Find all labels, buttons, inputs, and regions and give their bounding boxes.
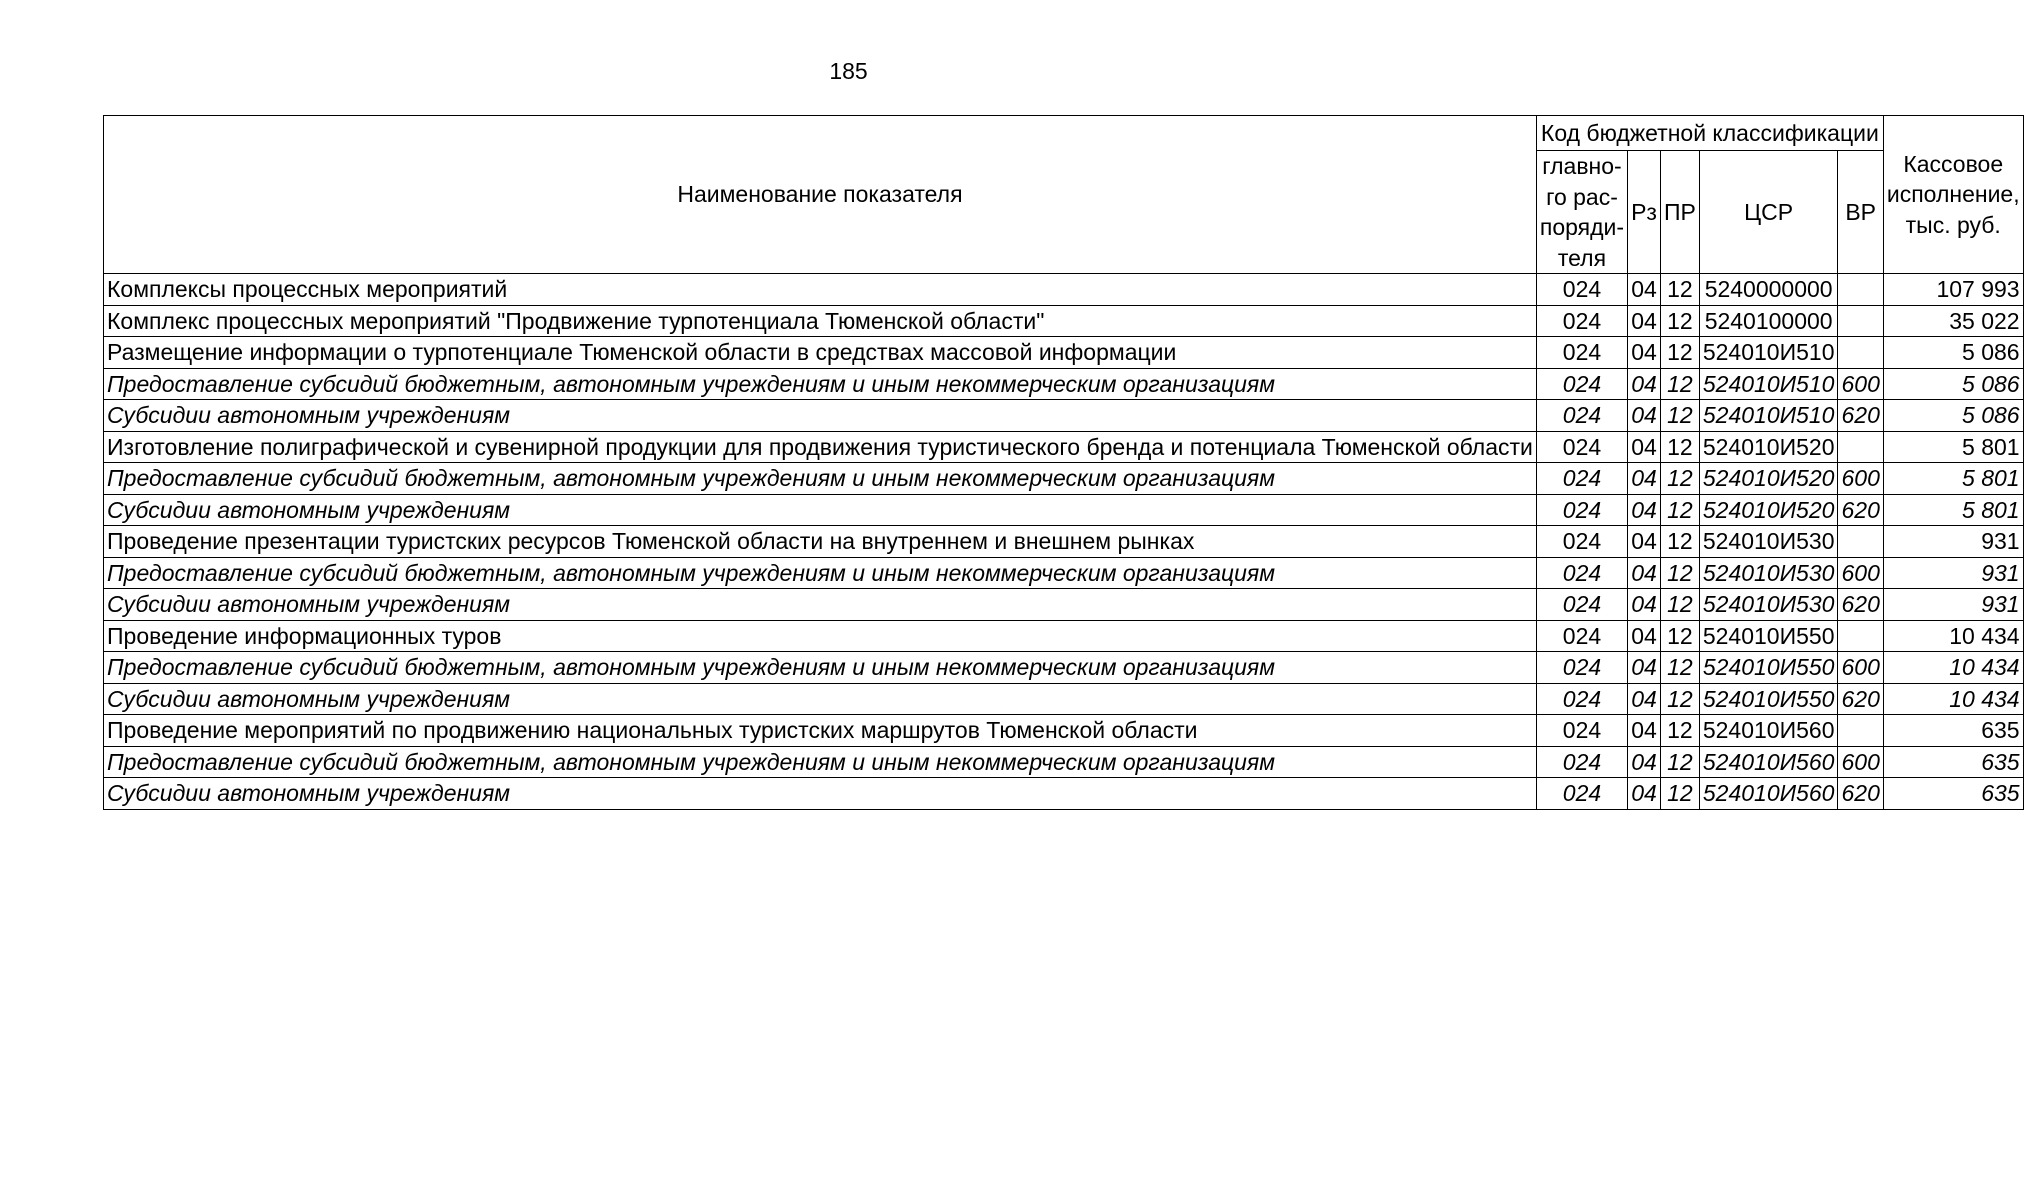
cell-vr [1838,526,1883,558]
header-chief-manager [1536,151,1627,274]
cell-pr: 12 [1660,683,1699,715]
cell-grbs: 024 [1536,620,1627,652]
cell-vr: 620 [1838,683,1883,715]
cell-rz: 04 [1628,557,1661,589]
cell-amount: 5 801 [1883,494,2023,526]
cell-name: Комплекс процессных мероприятий "Продвижение турпотенциала Тюменской области" [104,305,1537,337]
cell-rz: 04 [1628,746,1661,778]
cell-csr: 524010И560 [1699,715,1838,747]
cell-rz: 04 [1628,463,1661,495]
cell-rz: 04 [1628,620,1661,652]
header-execution-line: тыс. руб. [1905,211,2001,238]
cell-vr: 620 [1838,494,1883,526]
cell-grbs: 024 [1536,589,1627,621]
cell-grbs: 024 [1536,400,1627,432]
cell-csr: 524010И510 [1699,400,1838,432]
cell-name: Субсидии автономным учреждениям [104,683,1537,715]
cell-pr: 12 [1660,274,1699,306]
table-row [104,400,2024,432]
cell-rz: 04 [1628,368,1661,400]
header-execution [1883,116,2023,274]
table-row [104,337,2024,369]
cell-vr: 600 [1838,463,1883,495]
header-chief-manager-line: поряди- [1539,214,1625,240]
cell-vr: 600 [1838,557,1883,589]
cell-vr [1838,274,1883,306]
cell-amount: 635 [1883,778,2023,810]
cell-grbs: 024 [1536,494,1627,526]
cell-pr: 12 [1660,557,1699,589]
table-row [104,778,2024,810]
cell-grbs: 024 [1536,746,1627,778]
cell-rz: 04 [1628,431,1661,463]
cell-name: Предоставление субсидий бюджетным, автономным учреждениям и иным некоммерческим организациям [104,557,1537,589]
cell-amount: 5 086 [1883,368,2023,400]
cell-vr [1838,620,1883,652]
cell-rz: 04 [1628,715,1661,747]
cell-amount: 5 086 [1883,400,2023,432]
cell-csr: 5240100000 [1699,305,1838,337]
cell-name: Предоставление субсидий бюджетным, автономным учреждениям и иным некоммерческим организациям [104,652,1537,684]
cell-csr: 524010И520 [1699,431,1838,463]
cell-amount: 635 [1883,715,2023,747]
header-csr: ЦСР [1699,151,1838,274]
cell-amount: 5 801 [1883,463,2023,495]
cell-grbs: 024 [1536,368,1627,400]
cell-pr: 12 [1660,368,1699,400]
cell-csr: 524010И510 [1699,368,1838,400]
table-row [104,526,2024,558]
header-code-group: Код бюджетной классификации [1536,116,1883,151]
header-rz: Рз [1628,151,1661,274]
page-number: 185 [829,58,868,84]
header-chief-manager-line: теля [1557,244,1607,271]
table-row [104,463,2024,495]
cell-vr: 600 [1838,652,1883,684]
cell-csr: 524010И530 [1699,557,1838,589]
cell-name: Комплексы процессных мероприятий [104,274,1537,306]
cell-grbs: 024 [1536,652,1627,684]
cell-pr: 12 [1660,589,1699,621]
table-row [104,683,2024,715]
cell-name: Субсидии автономным учреждениям [104,494,1537,526]
cell-rz: 04 [1628,526,1661,558]
cell-amount: 931 [1883,557,2023,589]
cell-vr [1838,337,1883,369]
cell-name: Изготовление полиграфической и сувенирной продукции для продвижения туристического бренда и потенциала Тюменской области [104,431,1537,463]
table-header [104,116,2024,274]
cell-pr: 12 [1660,652,1699,684]
cell-amount: 10 434 [1883,652,2023,684]
cell-amount: 10 434 [1883,683,2023,715]
cell-amount: 10 434 [1883,620,2023,652]
cell-csr: 524010И530 [1699,526,1838,558]
cell-csr: 524010И510 [1699,337,1838,369]
table-row [104,368,2024,400]
cell-name: Субсидии автономным учреждениям [104,400,1537,432]
cell-pr: 12 [1660,400,1699,432]
cell-pr: 12 [1660,746,1699,778]
cell-grbs: 024 [1536,715,1627,747]
cell-csr: 524010И550 [1699,652,1838,684]
cell-grbs: 024 [1536,526,1627,558]
cell-grbs: 024 [1536,683,1627,715]
cell-amount: 107 993 [1883,274,2023,306]
cell-name: Субсидии автономным учреждениям [104,589,1537,621]
cell-rz: 04 [1628,274,1661,306]
cell-csr: 524010И530 [1699,589,1838,621]
table-row [104,557,2024,589]
cell-pr: 12 [1660,337,1699,369]
cell-name: Субсидии автономным учреждениям [104,778,1537,810]
cell-rz: 04 [1628,683,1661,715]
cell-pr: 12 [1660,526,1699,558]
table-body [104,274,2024,810]
cell-csr: 524010И560 [1699,746,1838,778]
cell-pr: 12 [1660,778,1699,810]
cell-rz: 04 [1628,589,1661,621]
cell-amount: 931 [1883,526,2023,558]
cell-amount: 5 086 [1883,337,2023,369]
cell-amount: 35 022 [1883,305,2023,337]
table-row [104,589,2024,621]
header-vr: ВР [1838,151,1883,274]
cell-pr: 12 [1660,463,1699,495]
cell-grbs: 024 [1536,557,1627,589]
cell-amount: 635 [1883,746,2023,778]
cell-rz: 04 [1628,494,1661,526]
cell-name: Предоставление субсидий бюджетным, автономным учреждениям и иным некоммерческим организациям [104,746,1537,778]
cell-vr: 620 [1838,778,1883,810]
cell-vr [1838,431,1883,463]
cell-name: Предоставление субсидий бюджетным, автономным учреждениям и иным некоммерческим организациям [104,368,1537,400]
table-row [104,494,2024,526]
cell-amount: 5 801 [1883,431,2023,463]
cell-vr: 600 [1838,368,1883,400]
cell-grbs: 024 [1536,778,1627,810]
cell-grbs: 024 [1536,274,1627,306]
cell-vr [1838,715,1883,747]
cell-csr: 524010И520 [1699,463,1838,495]
table-row [104,715,2024,747]
cell-name: Предоставление субсидий бюджетным, автономным учреждениям и иным некоммерческим организациям [104,463,1537,495]
header-execution-line: исполнение, [1886,181,2020,208]
table-row [104,746,2024,778]
table-row [104,620,2024,652]
header-pr: ПР [1660,151,1699,274]
cell-vr: 600 [1838,746,1883,778]
header-chief-manager-line: главно- [1542,153,1622,179]
cell-rz: 04 [1628,337,1661,369]
cell-csr: 524010И550 [1699,620,1838,652]
cell-grbs: 024 [1536,337,1627,369]
cell-rz: 04 [1628,778,1661,810]
cell-pr: 12 [1660,305,1699,337]
header-name: Наименование показателя [104,116,1537,274]
cell-name: Проведение мероприятий по продвижению национальных туристских маршрутов Тюменской области [104,715,1537,747]
cell-vr: 620 [1838,589,1883,621]
table-row [104,305,2024,337]
table-row [104,274,2024,306]
header-chief-manager-line: го рас- [1546,183,1618,210]
cell-vr: 620 [1838,400,1883,432]
cell-rz: 04 [1628,305,1661,337]
cell-grbs: 024 [1536,305,1627,337]
cell-csr: 524010И550 [1699,683,1838,715]
cell-name: Проведение презентации туристских ресурсов Тюменской области на внутреннем и внешнем рынках [104,526,1537,558]
header-execution-line: Кассовое [1903,150,2004,177]
cell-amount: 931 [1883,589,2023,621]
cell-csr: 5240000000 [1699,274,1838,306]
cell-name: Размещение информации о турпотенциале Тюменской области в средствах массовой информации [104,337,1537,369]
cell-grbs: 024 [1536,431,1627,463]
cell-pr: 12 [1660,620,1699,652]
table-row [104,652,2024,684]
budget-table [103,115,2024,810]
cell-pr: 12 [1660,715,1699,747]
cell-csr: 524010И560 [1699,778,1838,810]
cell-name: Проведение информационных туров [104,620,1537,652]
cell-pr: 12 [1660,494,1699,526]
cell-grbs: 024 [1536,463,1627,495]
cell-rz: 04 [1628,652,1661,684]
cell-csr: 524010И520 [1699,494,1838,526]
table-row [104,431,2024,463]
cell-vr [1838,305,1883,337]
cell-rz: 04 [1628,400,1661,432]
cell-pr: 12 [1660,431,1699,463]
